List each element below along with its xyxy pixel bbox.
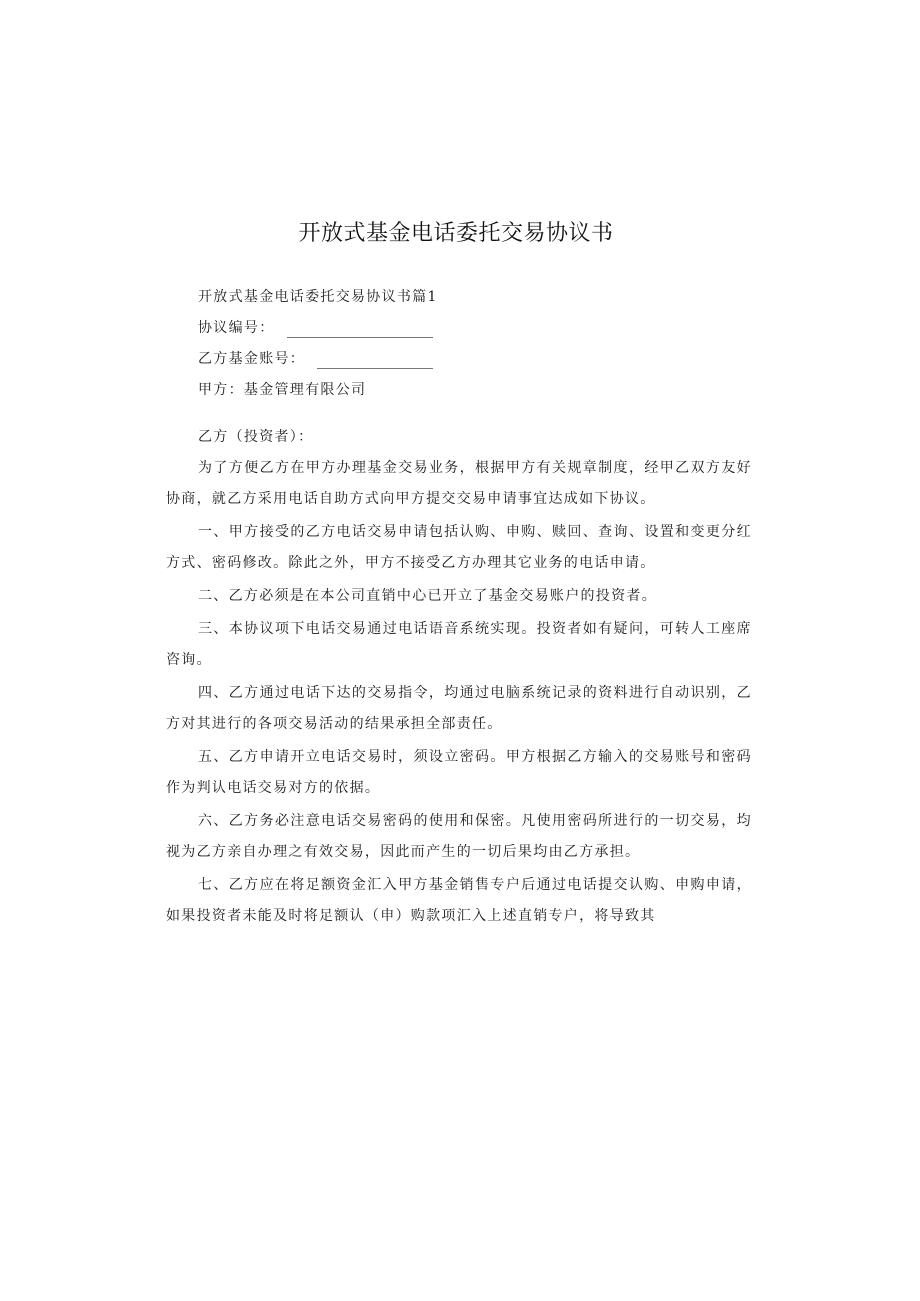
paragraph-intro: 为了方便乙方在甲方办理基金交易业务，根据甲方有关规章制度，经甲乙双方友好协商，就乙方采用电话自助方式向甲方提交交易申请事宜达成如下协议。 [166,460,752,507]
paragraph-clause-1: 一、甲方接受的乙方电话交易申请包括认购、申购、赎回、查询、设置和变更分红方式、密码修改。除此之外，甲方不接受乙方办理其它业务的电话申请。 [166,524,752,571]
paragraph-clause-5: 五、乙方申请开立电话交易时，须设立密码。甲方根据乙方输入的交易账号和密码作为判认电话交易对方的依据。 [166,749,752,796]
fund-account-blank [317,354,433,369]
agreement-number-field [166,313,752,344]
paragraph-clause-2: 二、乙方必须是在本公司直销中心已开立了基金交易账户的投资者。 [198,588,657,604]
party-a: 甲方：基金管理有限公司 [198,382,367,398]
paragraph-clause-6: 六、乙方务必注意电话交易密码的使用和保密。凡使用密码所进行的一切交易，均视为乙方亲自办理之有效交易，因此而产生的一切后果均由乙方承担。 [166,813,752,860]
fund-account-label: 乙方基金账号： [198,351,306,367]
paragraph-clause-4: 四、乙方通过电话下达的交易指令，均通过电脑系统记录的资料进行自动识别，乙方对其进行的各项交易活动的结果承担全部责任。 [166,685,752,732]
fund-account-field [166,344,752,375]
document-body [166,282,752,934]
agreement-number-blank [287,323,433,338]
section-gap [166,406,752,422]
document-title: 开放式基金电话委托交易协议书 [298,221,614,246]
agreement-number-label: 协议编号： [198,320,275,336]
document-subtitle: 开放式基金电话委托交易协议书篇1 [198,289,438,305]
party-b: 乙方（投资者）： [198,429,314,445]
paragraph-clause-3: 三、本协议项下电话交易通过电话语音系统实现。投资者如有疑问，可转人工座席咨询。 [166,621,752,668]
paragraph-clause-7: 七、乙方应在将足额资金汇入甲方基金销售专户后通过电话提交认购、申购申请，如果投资者未能及时将足额认（申）购款项汇入上述直销专户，将导致其 [166,877,752,924]
